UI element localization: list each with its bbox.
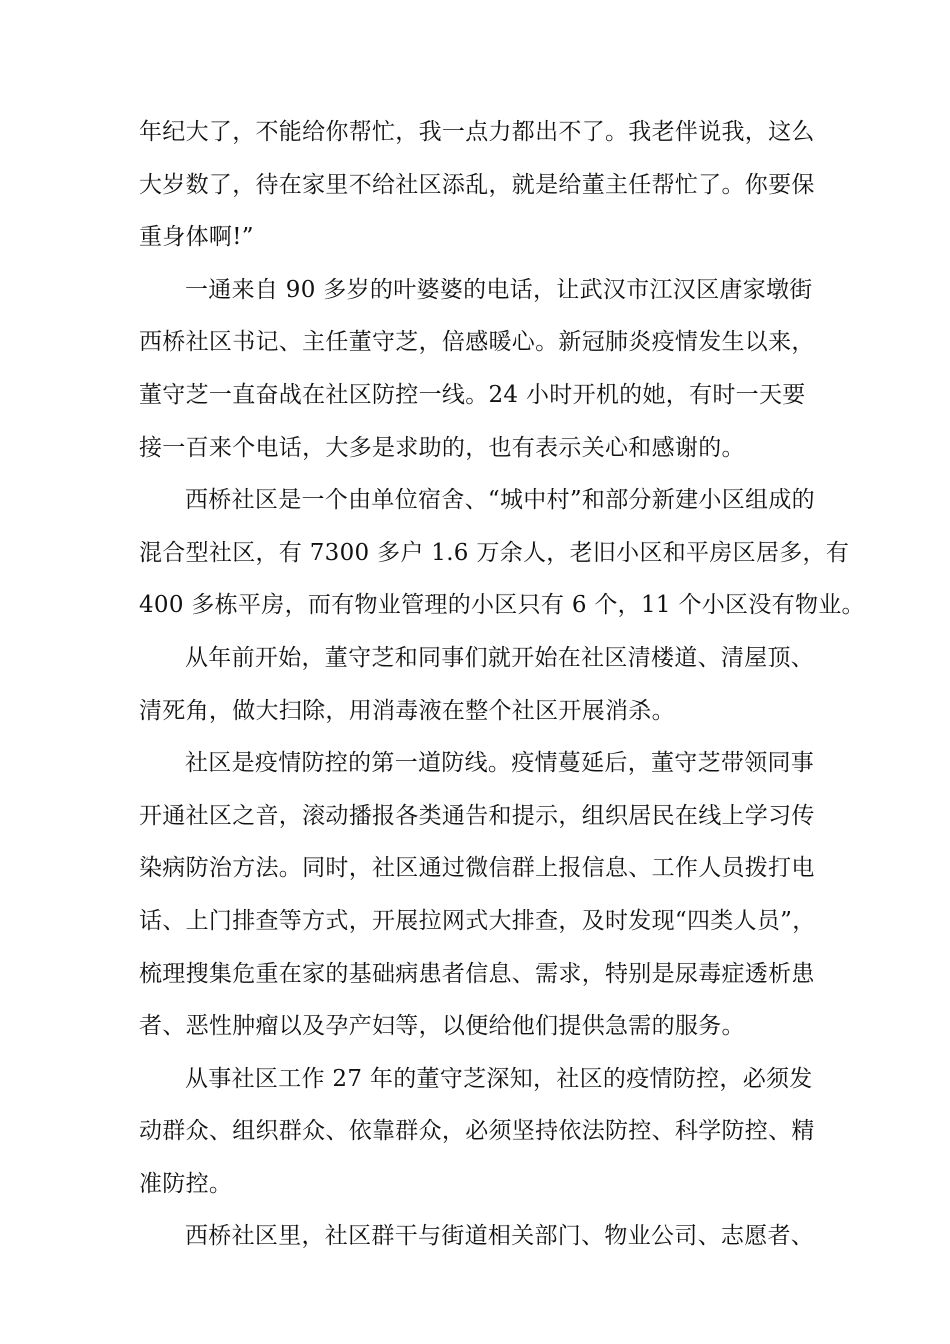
text-line: 社区是疫情防控的第一道防线。疫情蔓延后，董守芝带领同事 bbox=[185, 750, 815, 777]
text-line: 动群众、组织群众、依靠群众，必须坚持依法防控、科学防控、精 bbox=[139, 1118, 815, 1145]
text-line: 一通来自 90 多岁的叶婆婆的电话，让武汉市江汉区唐家墩街 bbox=[185, 276, 813, 303]
text-line: 准防控。 bbox=[139, 1170, 233, 1197]
text-line: 西桥社区书记、主任董守芝，倍感暖心。新冠肺炎疫情发生以来， bbox=[139, 329, 815, 356]
text-line: 从事社区工作 27 年的董守芝深知，社区的疫情防控，必须发 bbox=[185, 1065, 813, 1092]
text-line: 西桥社区里，社区群干与街道相关部门、物业公司、志愿者、 bbox=[185, 1223, 815, 1250]
text-line: 西桥社区是一个由单位宿舍、“城中村”和部分新建小区组成的 bbox=[185, 487, 815, 514]
text-line: 话、上门排查等方式，开展拉网式大排查，及时发现“四类人员”， bbox=[139, 907, 816, 934]
text-line: 梳理搜集危重在家的基础病患者信息、需求，特别是尿毒症透析患 bbox=[139, 960, 815, 987]
text-line: 混合型社区，有 7300 多户 1.6 万余人，老旧小区和平房区居多，有 bbox=[139, 539, 850, 566]
text-line: 接一百来个电话，大多是求助的，也有表示关心和感谢的。 bbox=[139, 434, 745, 461]
text-line: 400 多栋平房，而有物业管理的小区只有 6 个，11 个小区没有物业。 bbox=[139, 592, 865, 619]
text-line: 年纪大了，不能给你帮忙，我一点力都出不了。我老伴说我，这么 bbox=[139, 119, 815, 145]
text-line: 开通社区之音，滚动播报各类通告和提示，组织居民在线上学习传 bbox=[139, 802, 815, 829]
article-body bbox=[139, 106, 865, 1263]
text-line: 董守芝一直奋战在社区防控一线。24 小时开机的她，有时一天要 bbox=[139, 381, 806, 408]
text-line: 从年前开始，董守芝和同事们就开始在社区清楼道、清屋顶、 bbox=[185, 644, 815, 671]
text-line: 染病防治方法。同时，社区通过微信群上报信息、工作人员拨打电 bbox=[139, 855, 815, 882]
text-line: 者、恶性肿瘤以及孕产妇等，以便给他们提供急需的服务。 bbox=[139, 1013, 745, 1040]
text-line: 清死角，做大扫除，用消毒液在整个社区开展消杀。 bbox=[139, 697, 675, 724]
text-line: 大岁数了，待在家里不给社区添乱，就是给董主任帮忙了。你要保 bbox=[139, 171, 815, 198]
text-line: 重身体啊!” bbox=[139, 224, 254, 251]
